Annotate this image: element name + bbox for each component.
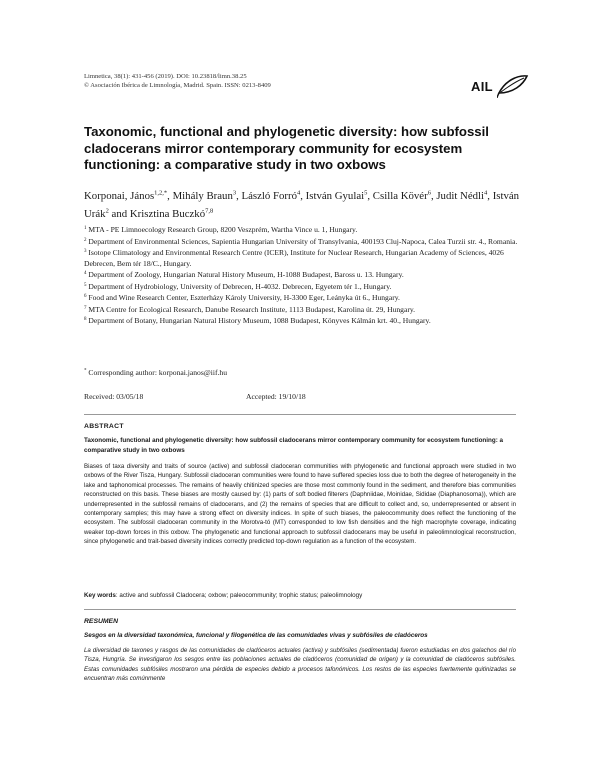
author-name: Mihály Braun (172, 189, 233, 202)
author (242, 190, 306, 202)
affiliation-text: Food and Wine Research Center, Eszterházy Károly University, H-3300 Eger, Leányka út 6., Hungary. (88, 293, 400, 303)
affiliation-item (84, 236, 524, 248)
affiliation-item (84, 269, 524, 281)
affiliation-item (84, 292, 524, 304)
keywords (84, 592, 516, 599)
accepted-date: Accepted: 19/10/18 (246, 392, 306, 401)
affiliation-item (84, 304, 524, 316)
affiliation-number: 8 (84, 317, 87, 323)
corresponding-mark: * (84, 368, 87, 374)
abstract-title: Taxonomic, functional and phylogenetic diversity: how subfossil cladocerans mirror contemporary community for ecosystem functioning: a comparative study in two oxbows (84, 437, 504, 454)
ail-logo (471, 73, 531, 99)
affiliation-number: 2 (84, 237, 87, 243)
divider (84, 414, 516, 415)
affiliation-item (84, 224, 524, 236)
affiliation-number: 7 (84, 305, 87, 311)
author-separator: , (487, 189, 493, 202)
author-name: László Forró (241, 189, 297, 202)
affiliation-text: MTA - PE Limnoecology Research Group, 8200 Veszprém, Wartha Vince u. 1, Hungary. (88, 225, 358, 234)
divider (84, 609, 516, 610)
corresponding-text: Corresponding author: korponai.janos@iif.hu (88, 368, 228, 377)
author-separator: , (430, 189, 437, 202)
affiliation-number: 5 (84, 282, 87, 288)
journal-copyright: © Asociación Ibérica de Limnología, Madrid. Spain. ISSN: 0213-8409 (84, 82, 271, 89)
author-name: István Gyulai (305, 189, 365, 202)
author-affiliation-mark: 5 (364, 189, 368, 196)
affiliation-text: Department of Environmental Sciences, Sapientia Hungarian University of Transylvania, 400193 Cluj-Napoca, Calea Turzii str. 4., Romania. (88, 236, 518, 246)
affiliation-item (84, 315, 524, 327)
author-affiliation-mark: 6 (427, 189, 431, 196)
affiliation-item (84, 281, 524, 293)
author-separator: , (367, 189, 373, 202)
corresponding-author (84, 368, 227, 377)
author (84, 190, 173, 202)
author (436, 190, 492, 202)
affiliation-item (84, 247, 524, 269)
affiliation-list (84, 224, 524, 327)
resumen-heading: RESUMEN (84, 618, 118, 625)
author-affiliation-mark: 4 (484, 189, 488, 196)
author-separator: , (167, 189, 173, 202)
resumen-body: La diversidad de taxones y rasgos de las comunidades de cladóceros actuales (activa) y subfósiles (sedimentada) fueron estudiadas en dos galachos del río Tisza, Hungría. Se investigaron los sesgos entre las poblaciones actuales de cladóceros (comunidad de origen) y la comunidad de cladóceros subfósiles. Estas comunidades subfósiles mostraron una pérdida de especies debido a procesos tafonómicos. Los restos de las especies fuertemente quitinizadas se encuentran más comúnmente (84, 647, 516, 683)
author-name: Judit Nédli (436, 189, 485, 202)
author-affiliation-mark: 4 (297, 189, 301, 196)
author-separator: and (108, 208, 130, 221)
affiliation-text: Isotope Climatology and Environmental Research Centre (ICER), Institute for Nuclear Research, Hungarian Academy of Sciences, 4026 Debrecen, Bem tér 18/C., Hungary. (84, 248, 504, 268)
affiliation-text: Department of Botany, Hungarian Natural History Museum, 1088 Budapest, Könyves Kálmán krt. 40., Hungary. (88, 316, 431, 326)
author (173, 190, 242, 202)
author-affiliation-mark: 2 (105, 207, 109, 215)
author-name: Korponai, János (84, 189, 155, 202)
journal-header (84, 72, 271, 90)
affiliation-number: 3 (84, 249, 87, 255)
author-list (84, 185, 524, 222)
leaf-logo-icon (497, 73, 529, 99)
journal-citation: Limnetica, 38(1): 431-456 (2019). DOI: 10.23818/limn.38.25 (84, 73, 247, 80)
affiliation-text: Department of Hydrobiology, University of Debrecen, H-4032. Debrecen, Egyetem tér 1., Hungary. (88, 281, 392, 291)
author (130, 208, 213, 220)
author-affiliation-mark: 1,2,* (154, 189, 168, 196)
abstract-heading: ABSTRACT (84, 423, 124, 430)
affiliation-number: 4 (84, 271, 87, 277)
dates (84, 392, 306, 401)
abstract-body: Biases of taxa diversity and traits of source (active) and subfossil cladoceran communities with phylogenetic and functional approach were studied in two oxbows of the River Tisza, Hungary. Subfossil cladoceran communities were found to have suffered species loss due to both the degree of heterogeneity in the lake and taphonomical processes. The remains of heavily chitinized species are those most commonly found in the sediment, and therefore bias communities reconstructed on this basis. These biases are mostly caused by: (1) parts of soft bodied filterers (Daphniidae, Moinidae, Sididae (Diaphanosoma)), which are underrepresented in the subfossil remains of cladocerans, and (2) the remains of species that are difficult to collect and, so, underrepresented or absent in contemporary samples; this may have a strong effect on diversity indices. In spite of such biases, the paleocommunity does reflect the functioning of the ecosystem. The subfossil cladoceran community in the Morotva-tó (MT) corresponded to low fish densities and the high macrophyte coverage, indicating weaker top-down forces in this oxbow. The phylogenetic and functional approach to subfossil cladocerans may be useful in paleolimnological reconstruction, since phylogenetic and trait-based diversity indices correctly predicted top-down regulation as a function of the ecosystem. (84, 463, 516, 546)
author-affiliation-mark: 3 (232, 189, 237, 196)
author-name: Csilla Kövér (372, 189, 428, 202)
author-name: Krisztina Buczkó (129, 208, 206, 221)
author-separator: , (236, 189, 242, 202)
author (306, 190, 373, 202)
author-affiliation-mark: 7,8 (205, 207, 214, 215)
affiliation-text: MTA Centre for Ecological Research, Danube Research Institute, 1113 Budapest, Karolina út. 29, Hungary. (88, 304, 416, 314)
paper-title: Taxonomic, functional and phylogenetic diversity: how subfossil cladocerans mirror contemporary community for ecosystem functioning: a comparative study in two oxbows (84, 124, 489, 172)
affiliation-number: 1 (84, 226, 87, 231)
author (373, 190, 437, 202)
affiliation-number: 6 (84, 294, 87, 300)
keywords-label: Key words (84, 592, 116, 599)
keywords-text: : active and subfossil Cladocera; oxbow; paleocommunity; trophic status; paleolimnology (115, 592, 363, 599)
author-name: István Urák (84, 189, 520, 221)
ail-logo-text: AIL (471, 79, 493, 94)
received-date: Received: 03/05/18 (84, 392, 144, 401)
author-separator: , (300, 189, 306, 202)
affiliation-text: Department of Zoology, Hungarian Natural History Museum, H-1088 Budapest, Baross u. 13. Hungary. (88, 270, 404, 280)
resumen-title: Sesgos en la diversidad taxonómica, funcional y filogenética de las comunidades vivas y subfósiles de cladóceros (84, 632, 428, 639)
